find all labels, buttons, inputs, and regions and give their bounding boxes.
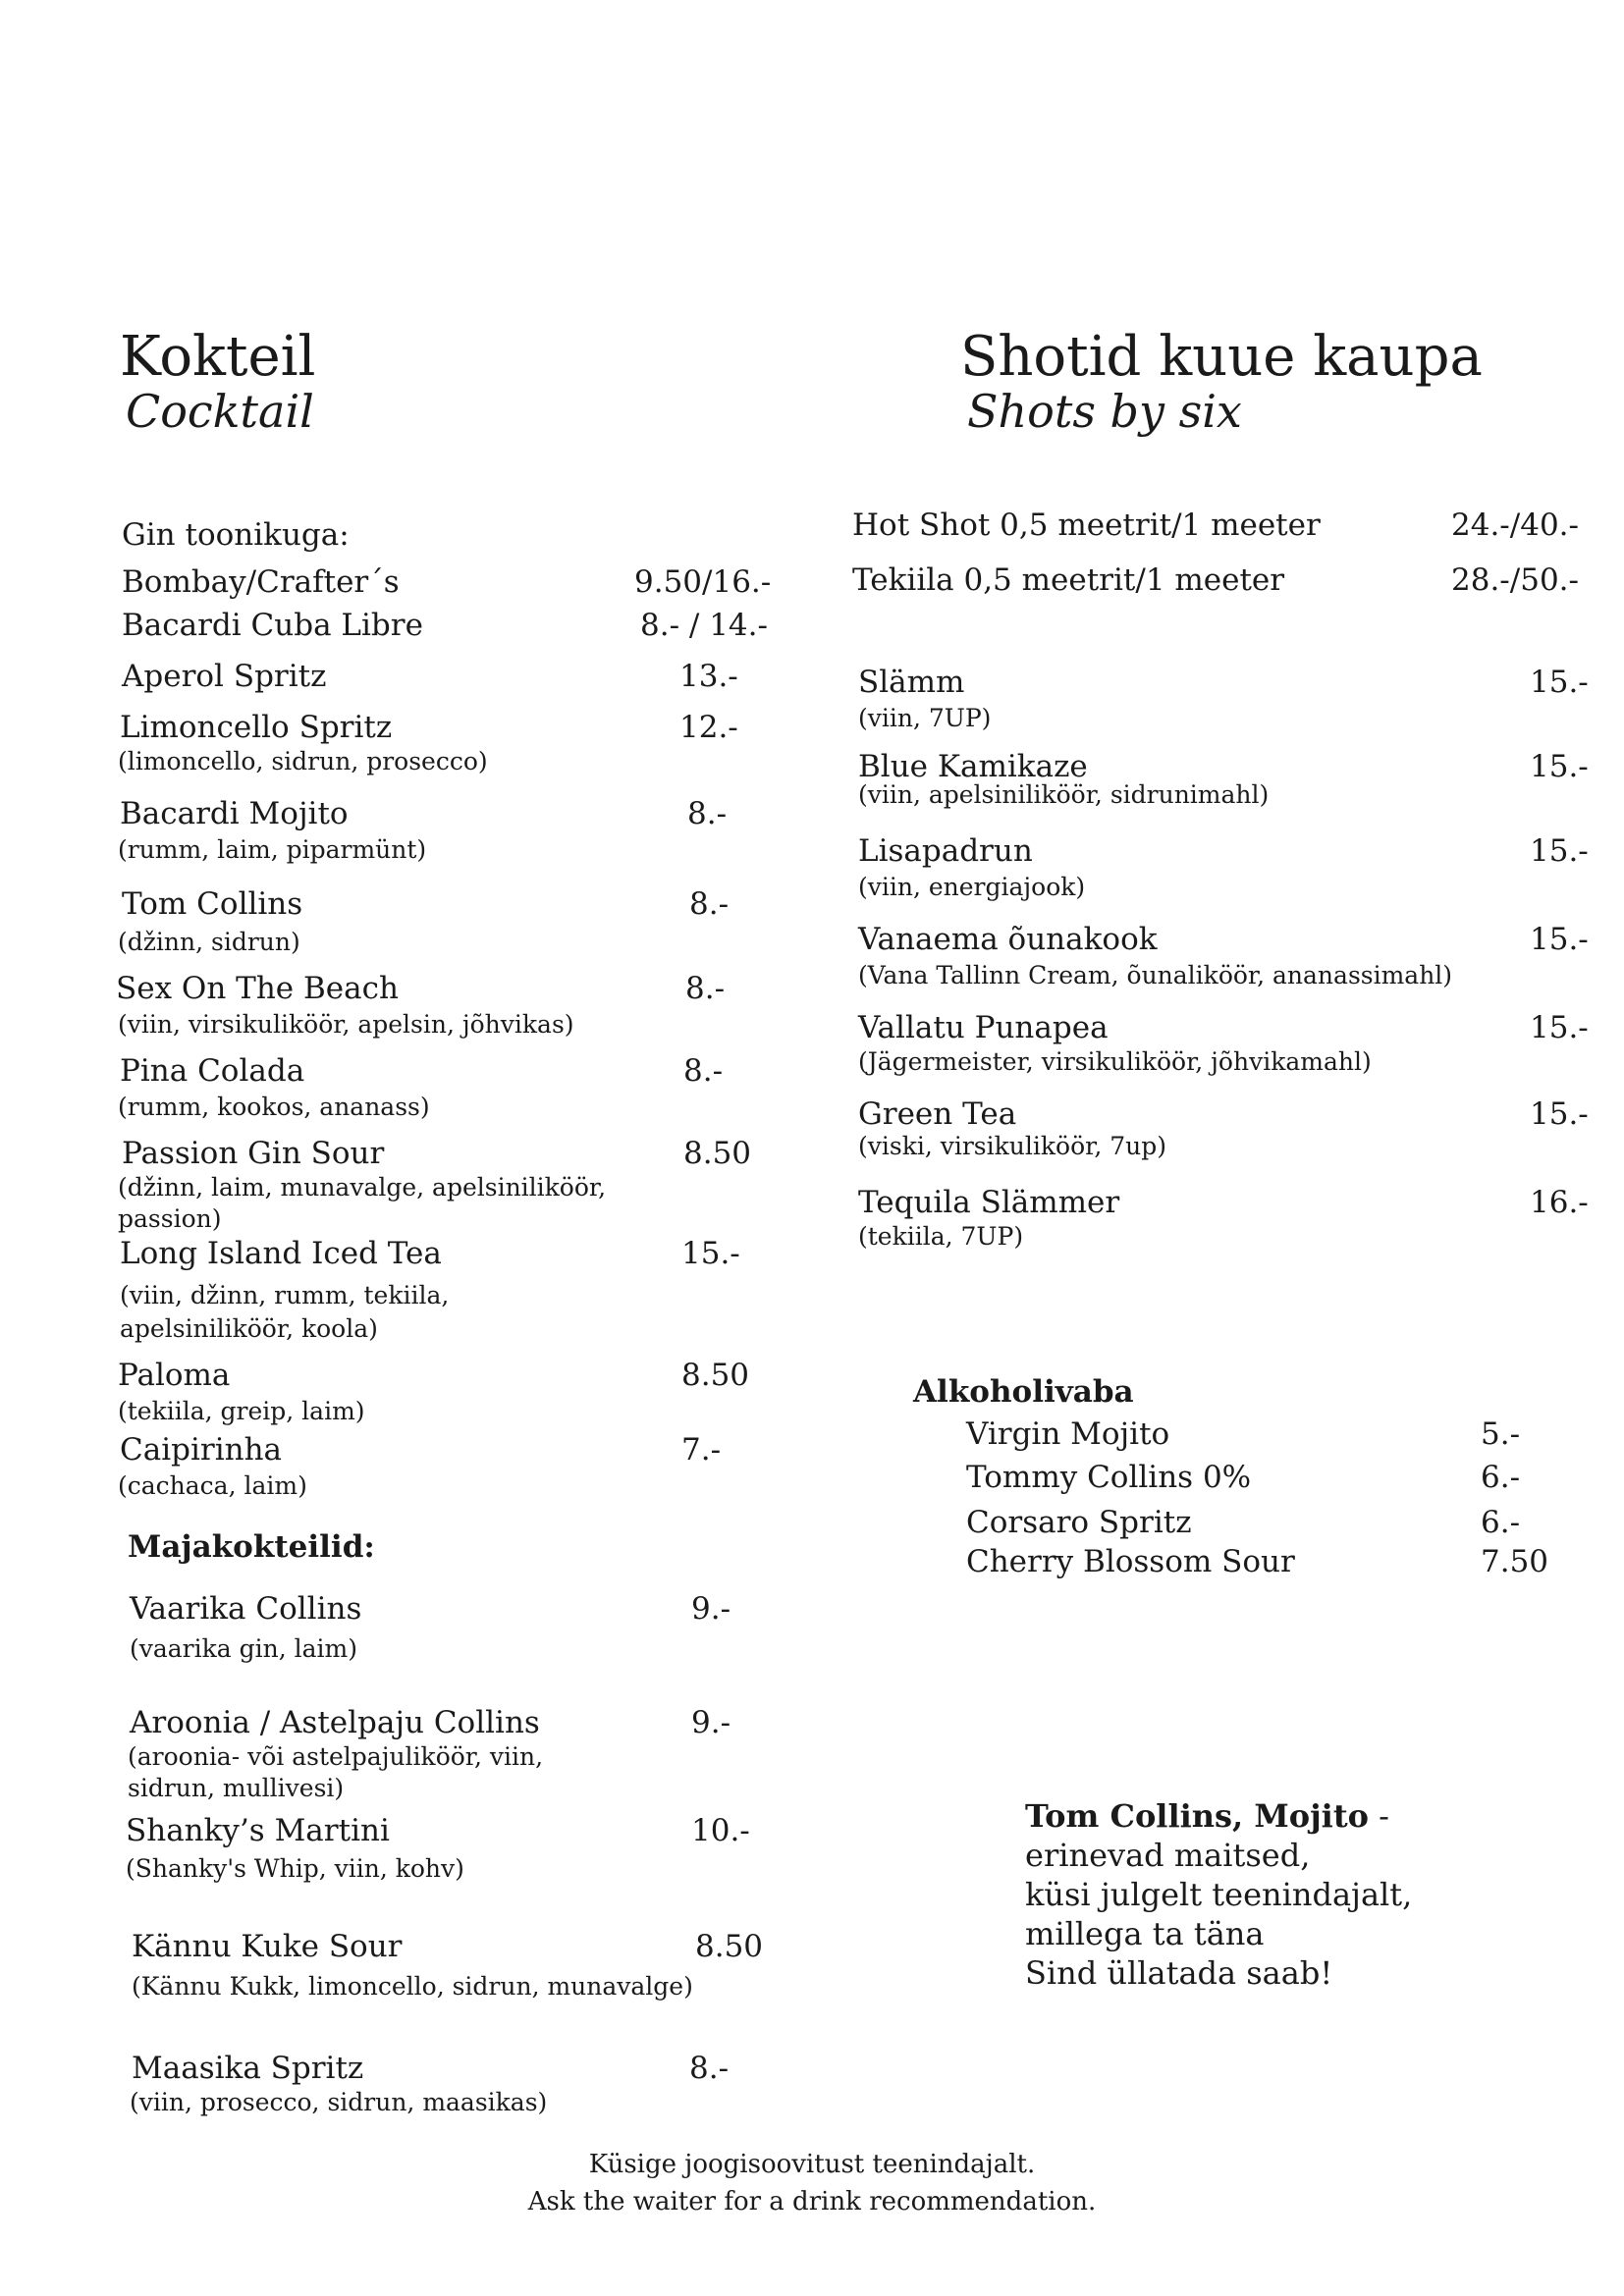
menu-item-price: 7.- [681,1432,722,1468]
menu-item-name: Passion Gin Sour [122,1136,385,1171]
menu-item-price: 15.- [1530,922,1589,957]
menu-item-name: Vaarika Collins [130,1591,362,1627]
menu-item-description: (džinn, laim, munavalge, apelsiniliköör, [118,1173,607,1201]
menu-item-description: (Shanky's Whip, viin, kohv) [126,1854,464,1883]
menu-item-description: (cachaca, laim) [118,1471,307,1500]
promo-note-line: küsi julgelt teenindajalt, [1025,1876,1413,1913]
promo-note-dash: - [1368,1797,1389,1835]
promo-note-line: erinevad maitsed, [1025,1837,1311,1874]
menu-item-price: 9.- [691,1591,731,1627]
menu-item-price: 8.- [685,971,726,1006]
menu-item-name: Shanky’s Martini [126,1813,390,1848]
shots-title: Shotid kuue kaupa [960,325,1483,389]
menu-item-name: Kännu Kuke Sour [132,1929,403,1964]
menu-item-description: (Vana Tallinn Cream, õunaliköör, ananassimahl) [858,961,1453,989]
menu-item-price: 9.- [691,1705,731,1740]
menu-item-name: Long Island Iced Tea [120,1236,442,1271]
promo-note-line: millega ta täna [1025,1915,1265,1952]
menu-item-name: Paloma [118,1358,231,1393]
menu-item-price: 7.50 [1481,1544,1549,1579]
menu-item-price: 15.- [1530,665,1589,700]
menu-item-price: 8.50 [695,1929,764,1964]
menu-item-description: (viin, 7UP) [858,704,992,732]
menu-item-price: 8.- [687,796,728,831]
alcohol-free-header: Alkoholivaba [913,1374,1134,1410]
menu-item-price: 8.50 [683,1136,752,1171]
menu-item-name: Bacardi Cuba Libre [122,608,423,643]
menu-item-description: passion) [118,1204,222,1233]
menu-item-name: Limoncello Spritz [120,710,393,745]
menu-item-name: Green Tea [858,1096,1017,1132]
menu-item-name: Tom Collins [122,886,303,922]
menu-item-price: 10.- [691,1813,750,1848]
menu-item-price: 15.- [1530,749,1589,784]
menu-item-price: 15.- [681,1236,740,1271]
promo-note-bold: Tom Collins, Mojito [1025,1797,1369,1835]
menu-item-name: Vanaema õunakook [858,922,1158,957]
menu-item-price: 8.- [683,1053,724,1089]
menu-item-price: 9.50/16.- [634,564,772,600]
menu-item-description: (viin, virsikuliköör, apelsin, jõhvikas) [118,1010,574,1039]
menu-item-name: Virgin Mojito [966,1416,1170,1452]
menu-item-name: Sex On The Beach [116,971,399,1006]
menu-item-price: 24.-/40.- [1451,507,1579,543]
menu-item-price: 28.-/50.- [1451,562,1579,598]
menu-item-name: Tommy Collins 0% [966,1460,1252,1495]
menu-item-price: 15.- [1530,833,1589,869]
menu-item-description: (vaarika gin, laim) [130,1634,357,1663]
menu-item-description: apelsiniliköör, koola) [120,1314,378,1343]
menu-item-description: (tekiila, greip, laim) [118,1397,365,1425]
menu-item-price: 5.- [1481,1416,1521,1452]
menu-item-price: 15.- [1530,1096,1589,1132]
menu-item-description: (rumm, laim, piparmünt) [118,835,427,864]
menu-item-name: Slämm [858,665,965,700]
menu-item-name: Vallatu Punapea [858,1010,1109,1045]
menu-item-description: (Jägermeister, virsikuliköör, jõhvikamahl) [858,1047,1372,1076]
menu-item-price: 8.- / 14.- [640,608,768,643]
menu-item-name: Aroonia / Astelpaju Collins [130,1705,540,1740]
menu-item-name: Tekiila 0,5 meetrit/1 meeter [852,562,1285,598]
menu-item-name: Cherry Blossom Sour [966,1544,1295,1579]
menu-item-price: 8.- [689,2051,730,2086]
menu-item-name: Corsaro Spritz [966,1505,1192,1540]
menu-item-description: (limoncello, sidrun, prosecco) [118,747,488,775]
menu-item-description: (Kännu Kukk, limoncello, sidrun, munavalge) [132,1972,693,2001]
menu-item-description: (viski, virsikuliköör, 7up) [858,1132,1166,1160]
menu-item-description: (viin, energiajook) [858,873,1086,901]
menu-item-name: Blue Kamikaze [858,749,1088,784]
menu-item-price: 6.- [1481,1505,1521,1540]
menu-item-name: Aperol Spritz [122,659,327,694]
menu-item-name: Bombay/Crafter´s [122,564,400,600]
menu-item-description: (viin, prosecco, sidrun, maasikas) [130,2088,548,2116]
menu-item-name: Tequila Slämmer [858,1185,1120,1220]
promo-note [1025,1796,1412,1993]
footer [0,2146,1624,2220]
cocktail-title: Kokteil [120,325,316,389]
shots-subtitle: Shots by six [967,385,1242,438]
menu-item-price: 8.- [689,886,730,922]
menu-item-price: 12.- [679,710,738,745]
menu-item-price: 6.- [1481,1460,1521,1495]
menu-item-name: Hot Shot 0,5 meetrit/1 meeter [852,507,1321,543]
menu-item-name: Pina Colada [120,1053,305,1089]
menu-item-name: Bacardi Mojito [120,796,349,831]
menu-item-name: Maasika Spritz [132,2051,364,2086]
cocktail-subtitle: Cocktail [126,385,314,438]
menu-item-description: sidrun, mullivesi) [128,1774,345,1802]
menu-item-description: (aroonia- või astelpajuliköör, viin, [128,1742,544,1771]
menu-item-name: Caipirinha [120,1432,283,1468]
menu-item-description: (tekiila, 7UP) [858,1222,1024,1251]
house-cocktails-header: Majakokteilid: [128,1529,375,1565]
menu-item-price: 8.50 [681,1358,750,1393]
menu-item-price: 16.- [1530,1185,1589,1220]
footer-line-en: Ask the waiter for a drink recommendation. [527,2187,1097,2216]
gin-tonic-header: Gin toonikuga: [122,517,350,553]
menu-item-name: Lisapadrun [858,833,1033,869]
footer-line-et: Küsige joogisoovitust teenindajalt. [588,2150,1036,2179]
menu-item-description: (viin, džinn, rumm, tekiila, [120,1281,450,1309]
promo-note-line [1025,1796,1412,1836]
menu-item-price: 13.- [679,659,738,694]
menu-item-price: 15.- [1530,1010,1589,1045]
promo-note-line: Sind üllatada saab! [1025,1954,1333,1992]
menu-item-description: (rumm, kookos, ananass) [118,1093,430,1121]
menu-item-description: (viin, apelsiniliköör, sidrunimahl) [858,780,1270,809]
menu-item-description: (džinn, sidrun) [118,928,300,956]
